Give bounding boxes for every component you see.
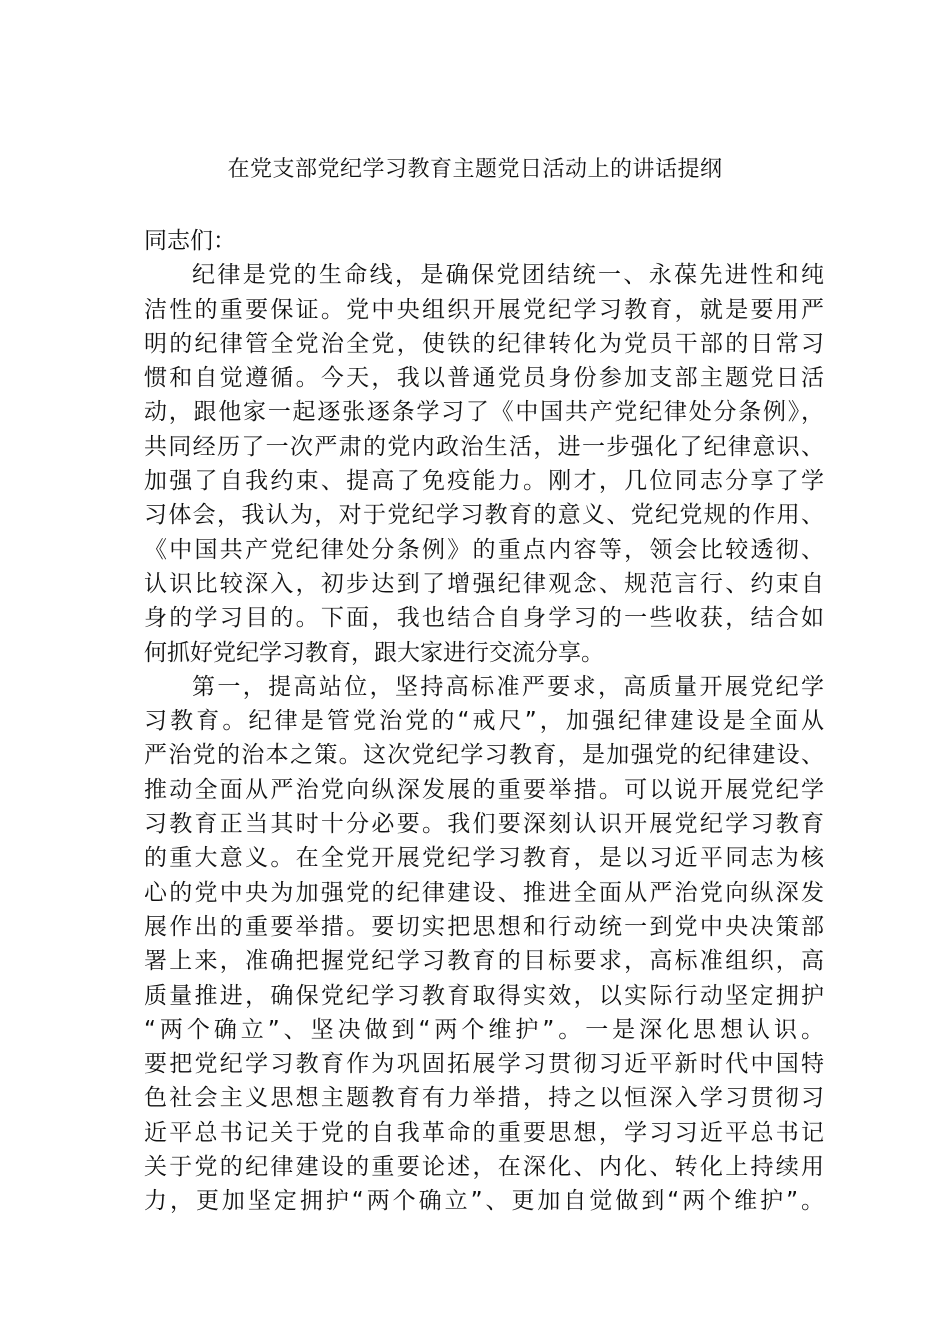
text-line: 习教育正当其时十分必要。我们要深刻认识开展党纪学习教育	[144, 811, 824, 838]
text-line: 要把党纪学习教育作为巩固拓展学习贯彻习近平新时代中国特	[144, 1051, 824, 1078]
document-body	[144, 224, 824, 1219]
text-line: 严治党的治本之策。这次党纪学习教育，是加强党的纪律建设、	[144, 742, 824, 769]
text-line: 习体会，我认为，对于党纪学习教育的意义、党纪党规的作用、	[144, 502, 824, 529]
text-line: 同志们：	[144, 228, 236, 254]
text-line: 第一，提高站位，坚持高标准严要求，高质量开展党纪学	[192, 673, 824, 700]
text-line: 的重大意义。在全党开展党纪学习教育，是以习近平同志为核	[144, 845, 824, 872]
text-line: 心的党中央为加强党的纪律建设、推进全面从严治党向纵深发	[144, 879, 824, 906]
text-line: 纪律是党的生命线，是确保党团结统一、永葆先进性和纯	[192, 262, 824, 289]
text-line: 洁性的重要保证。党中央组织开展党纪学习教育，就是要用严	[144, 296, 824, 323]
text-line: 身的学习目的。下面，我也结合自身学习的一些收获，结合如	[144, 605, 824, 632]
text-line: 加强了自我约束、提高了免疫能力。刚才，几位同志分享了学	[144, 468, 824, 495]
text-line: 近平总书记关于党的自我革命的重要思想，学习习近平总书记	[144, 1119, 824, 1146]
text-line: 习教育。纪律是管党治党的“戒尺”，加强纪律建设是全面从	[144, 708, 824, 735]
text-line: 展作出的重要举措。要切实把思想和行动统一到党中央决策部	[144, 913, 824, 940]
text-line: 认识比较深入，初步达到了增强纪律观念、规范言行、约束自	[144, 570, 824, 597]
text-line: 共同经历了一次严肃的党内政治生活，进一步强化了纪律意识、	[144, 433, 824, 460]
text-line: 《中国共产党纪律处分条例》的重点内容等，领会比较透彻、	[144, 536, 824, 563]
text-line: 何抓好党纪学习教育，跟大家进行交流分享。	[144, 639, 604, 666]
text-line: 署上来，准确把握党纪学习教育的目标要求，高标准组织，高	[144, 948, 824, 975]
text-line: 色社会主义思想主题教育有力举措，持之以恒深入学习贯彻习	[144, 1085, 824, 1112]
text-line: 明的纪律管全党治全党，使铁的纪律转化为党员干部的日常习	[144, 330, 824, 357]
text-line: “两个确立”、坚决做到“两个维护”。一是深化思想认识。	[144, 1016, 824, 1043]
document-title: 在党支部党纪学习教育主题党日活动上的讲话提纲	[227, 157, 723, 182]
text-line: 质量推进，确保党纪学习教育取得实效，以实际行动坚定拥护	[144, 982, 824, 1009]
text-line: 惯和自觉遵循。今天，我以普通党员身份参加支部主题党日活	[144, 365, 824, 392]
text-line: 推动全面从严治党向纵深发展的重要举措。可以说开展党纪学	[144, 776, 824, 803]
text-line: 关于党的纪律建设的重要论述，在深化、内化、转化上持续用	[144, 1154, 824, 1181]
text-line: 力，更加坚定拥护“两个确立”、更加自觉做到“两个维护”。	[144, 1188, 824, 1215]
text-line: 动，跟他家一起逐张逐条学习了《中国共产党纪律处分条例》，	[144, 399, 824, 426]
